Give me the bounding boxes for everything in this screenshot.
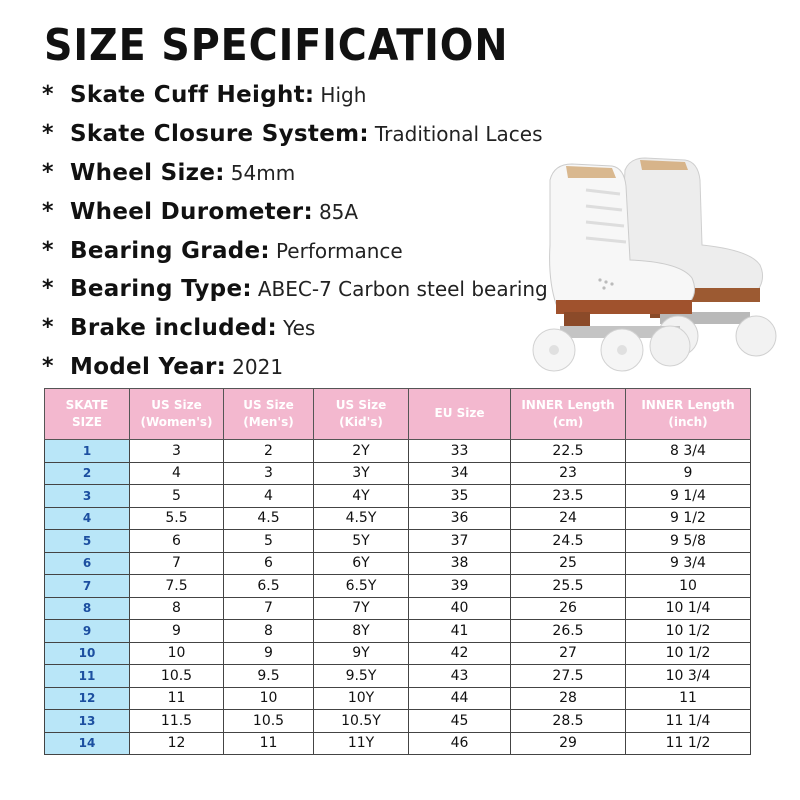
table-cell: 9 5/8: [626, 530, 751, 553]
table-cell: 4Y: [314, 485, 409, 508]
table-row: [45, 665, 751, 688]
table-cell: 2Y: [314, 440, 409, 463]
bullet-asterisk: *: [42, 276, 54, 302]
spec-label: Wheel Size:: [70, 159, 225, 186]
column-header-line: (Men's): [243, 415, 294, 429]
table-cell: 10.5: [224, 710, 314, 733]
column-header-line: US Size: [151, 397, 202, 412]
table-row: [45, 620, 751, 643]
table-cell: 11Y: [314, 732, 409, 755]
table-cell: 8: [130, 597, 224, 620]
spec-value: Performance: [275, 238, 403, 263]
skate-size-cell: 4: [45, 507, 130, 530]
column-header: [130, 389, 224, 440]
table-cell: 9 1/4: [626, 485, 751, 508]
table-cell: 8 3/4: [626, 440, 751, 463]
table-cell: 25.5: [511, 575, 626, 598]
skate-size-cell: 12: [45, 687, 130, 710]
spec-value: Yes: [283, 316, 316, 341]
table-cell: 46: [409, 732, 511, 755]
spec-list: [42, 76, 562, 386]
skate-size-cell: 8: [45, 597, 130, 620]
table-cell: 37: [409, 530, 511, 553]
column-header: [314, 389, 409, 440]
table-cell: 11 1/4: [626, 710, 751, 733]
table-cell: 9: [130, 620, 224, 643]
table-cell: 6Y: [314, 552, 409, 575]
bullet-asterisk: *: [42, 121, 54, 147]
spec-label: Wheel Durometer:: [70, 198, 313, 225]
table-cell: 4.5Y: [314, 507, 409, 530]
table-cell: 11: [224, 732, 314, 755]
table-cell: 2: [224, 440, 314, 463]
table-row: [45, 575, 751, 598]
table-cell: 9: [224, 642, 314, 665]
table-cell: 9 1/2: [626, 507, 751, 530]
table-cell: 23: [511, 462, 626, 485]
bullet-asterisk: *: [42, 353, 54, 379]
table-cell: 3: [224, 462, 314, 485]
spec-item: [42, 115, 562, 154]
table-cell: 10: [130, 642, 224, 665]
table-cell: 24.5: [511, 530, 626, 553]
table-cell: 11.5: [130, 710, 224, 733]
table-cell: 7: [130, 552, 224, 575]
column-header: [409, 389, 511, 440]
spec-label: Brake included:: [70, 315, 278, 342]
table-row: [45, 732, 751, 755]
table-cell: 10.5: [130, 665, 224, 688]
table-cell: 43: [409, 665, 511, 688]
table-row: [45, 597, 751, 620]
spec-label: Bearing Type:: [70, 276, 252, 303]
table-cell: 5.5: [130, 507, 224, 530]
column-header: [224, 389, 314, 440]
table-cell: 6.5: [224, 575, 314, 598]
skate-size-cell: 1: [45, 440, 130, 463]
spec-value: 54mm: [230, 160, 296, 185]
spec-item: [42, 270, 562, 309]
column-header-line: INNER Length: [521, 397, 615, 412]
bullet-asterisk: *: [42, 159, 54, 185]
column-header-line: US Size: [335, 397, 387, 412]
column-header: [45, 389, 130, 440]
table-cell: 26: [511, 597, 626, 620]
column-header-line: (inch): [668, 415, 708, 429]
bullet-asterisk: *: [42, 315, 54, 341]
table-row: [45, 710, 751, 733]
page-title: SIZE SPECIFICATION: [44, 20, 509, 71]
table-cell: 3Y: [314, 462, 409, 485]
column-header-line: US Size: [243, 397, 294, 412]
spec-item: [42, 154, 562, 193]
table-cell: 26.5: [511, 620, 626, 643]
table-row: [45, 552, 751, 575]
spec-label: Skate Cuff Height:: [70, 82, 315, 109]
table-cell: 27: [511, 642, 626, 665]
table-cell: 11: [626, 687, 751, 710]
table-cell: 7Y: [314, 597, 409, 620]
roller-skates-image: [520, 150, 790, 375]
table-cell: 23.5: [511, 485, 626, 508]
table-cell: 10: [626, 575, 751, 598]
skate-size-cell: 13: [45, 710, 130, 733]
skate-size-cell: 6: [45, 552, 130, 575]
spec-label: Model Year:: [70, 353, 227, 380]
table-cell: 5: [130, 485, 224, 508]
skate-size-cell: 3: [45, 485, 130, 508]
table-cell: 42: [409, 642, 511, 665]
table-cell: 28.5: [511, 710, 626, 733]
table-cell: 44: [409, 687, 511, 710]
skate-size-cell: 2: [45, 462, 130, 485]
column-header: [626, 389, 751, 440]
skate-size-cell: 10: [45, 642, 130, 665]
table-cell: 6: [224, 552, 314, 575]
column-header-line: SIZE: [71, 415, 102, 429]
bullet-asterisk: *: [42, 237, 54, 263]
bullet-asterisk: *: [42, 82, 54, 108]
spec-value: High: [320, 83, 367, 108]
table-cell: 11: [130, 687, 224, 710]
table-cell: 41: [409, 620, 511, 643]
table-cell: 10.5Y: [314, 710, 409, 733]
column-header-line: INNER Length: [641, 397, 735, 412]
table-row: [45, 642, 751, 665]
spec-item: [42, 231, 562, 270]
table-cell: 22.5: [511, 440, 626, 463]
table-cell: 10 1/4: [626, 597, 751, 620]
spec-label: Bearing Grade:: [70, 237, 270, 264]
column-header-line: SKATE: [65, 397, 109, 412]
column-header-line: EU Size: [434, 406, 485, 421]
table-cell: 27.5: [511, 665, 626, 688]
table-cell: 4: [130, 462, 224, 485]
table-cell: 10: [224, 687, 314, 710]
column-header: [511, 389, 626, 440]
table-cell: 10 1/2: [626, 620, 751, 643]
table-row: [45, 507, 751, 530]
spec-value: Traditional Laces: [374, 122, 543, 147]
table-cell: 6: [130, 530, 224, 553]
column-header-line: (Women's): [140, 415, 213, 429]
skate-size-cell: 11: [45, 665, 130, 688]
bullet-asterisk: *: [42, 198, 54, 224]
table-cell: 10 3/4: [626, 665, 751, 688]
table-cell: 6.5Y: [314, 575, 409, 598]
table-row: [45, 530, 751, 553]
table-cell: 9Y: [314, 642, 409, 665]
table-cell: 25: [511, 552, 626, 575]
table-cell: 29: [511, 732, 626, 755]
table-row: [45, 687, 751, 710]
table-cell: 45: [409, 710, 511, 733]
spec-value: 2021: [232, 354, 284, 379]
table-cell: 5Y: [314, 530, 409, 553]
table-cell: 36: [409, 507, 511, 530]
table-cell: 7.5: [130, 575, 224, 598]
table-cell: 10Y: [314, 687, 409, 710]
table-cell: 40: [409, 597, 511, 620]
table-cell: 8: [224, 620, 314, 643]
table-row: [45, 440, 751, 463]
size-chart-table: [44, 388, 751, 755]
table-cell: 5: [224, 530, 314, 553]
table-cell: 9.5: [224, 665, 314, 688]
table-cell: 39: [409, 575, 511, 598]
table-cell: 11 1/2: [626, 732, 751, 755]
skate-size-cell: 9: [45, 620, 130, 643]
spec-item: [42, 309, 562, 348]
spec-item: [42, 348, 562, 387]
table-cell: 7: [224, 597, 314, 620]
table-cell: 10 1/2: [626, 642, 751, 665]
skate-size-cell: 5: [45, 530, 130, 553]
table-cell: 4: [224, 485, 314, 508]
skate-size-cell: 7: [45, 575, 130, 598]
table-cell: 12: [130, 732, 224, 755]
table-cell: 8Y: [314, 620, 409, 643]
table-cell: 34: [409, 462, 511, 485]
table-row: [45, 485, 751, 508]
table-cell: 38: [409, 552, 511, 575]
table-cell: 4.5: [224, 507, 314, 530]
spec-item: [42, 192, 562, 231]
table-cell: 24: [511, 507, 626, 530]
table-row: [45, 462, 751, 485]
column-header-line: (Kid's): [339, 415, 383, 429]
table-header-row: [45, 389, 751, 440]
table-cell: 9.5Y: [314, 665, 409, 688]
skate-size-cell: 14: [45, 732, 130, 755]
table-cell: 9: [626, 462, 751, 485]
table-cell: 35: [409, 485, 511, 508]
spec-label: Skate Closure System:: [70, 121, 369, 148]
spec-value: ABEC-7 Carbon steel bearing: [257, 277, 548, 302]
spec-item: [42, 76, 562, 115]
spec-value: 85A: [318, 199, 359, 224]
table-cell: 33: [409, 440, 511, 463]
column-header-line: (cm): [552, 415, 584, 429]
table-cell: 3: [130, 440, 224, 463]
table-cell: 9 3/4: [626, 552, 751, 575]
table-cell: 28: [511, 687, 626, 710]
